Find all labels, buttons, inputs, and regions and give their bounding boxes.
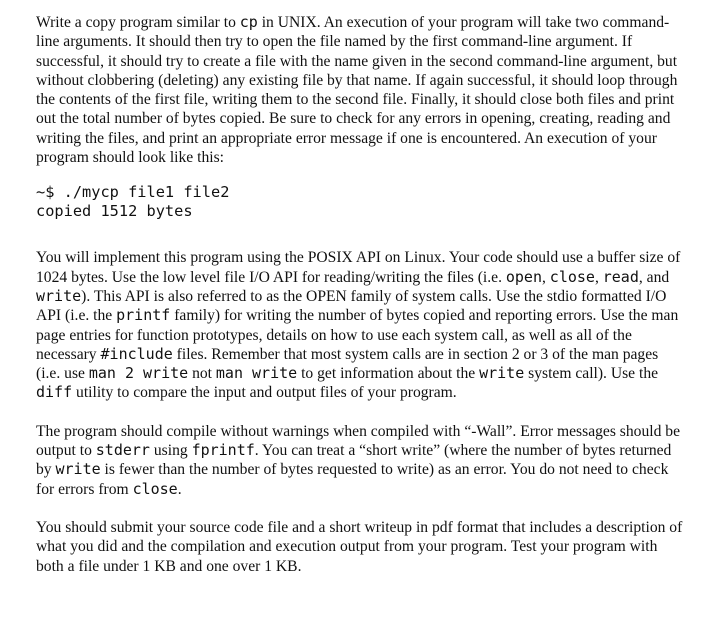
impl-text-8: not bbox=[188, 365, 216, 383]
impl-text-3: , bbox=[594, 268, 603, 286]
impl-text-1: You will implement this program using the POSIX API on Linux. Your code should use a buffer size of 1024 bytes. Use the low level file I/O API for reading/writing the files (i.e. bbox=[36, 249, 681, 286]
code-include: #include bbox=[100, 344, 173, 363]
impl-text-10: system call). Use the bbox=[524, 365, 659, 383]
code-close-2: close bbox=[132, 479, 178, 498]
code-man-2-write: man 2 write bbox=[88, 364, 189, 383]
code-stderr: stderr bbox=[95, 441, 150, 460]
code-open: open bbox=[505, 267, 542, 286]
code-read: read bbox=[602, 267, 639, 286]
impl-text-9: to get information about the bbox=[297, 365, 480, 383]
code-write: write bbox=[36, 286, 82, 305]
terminal-output-line: copied 1512 bytes bbox=[36, 202, 193, 221]
impl-text-5: ). This API is also referred to as the OPEN family of system calls. Use the stdio formatted I/O API (i.e. the bbox=[36, 287, 667, 325]
impl-text-2: , bbox=[542, 268, 550, 286]
implementation-paragraph bbox=[36, 248, 684, 402]
compile-text-4: is fewer than the number of bytes requested to write) as an error. You do not need to check for errors from bbox=[36, 461, 669, 498]
assignment-document bbox=[36, 13, 684, 576]
intro-text-1: Write a copy program similar to bbox=[36, 14, 240, 31]
code-diff: diff bbox=[36, 383, 73, 402]
code-printf: printf bbox=[116, 306, 171, 325]
impl-text-6: family) for writing the number of bytes copied and reporting errors. Use the man page entries for function prototypes, details on how to use each system call, as well as all of the necessary bbox=[36, 307, 679, 363]
terminal-command-line: ~$ ./mycp file1 file2 bbox=[36, 183, 230, 202]
impl-text-11: utility to compare the input and output files of your program. bbox=[72, 384, 457, 402]
compile-text-5: . bbox=[177, 480, 182, 498]
intro-paragraph bbox=[36, 13, 684, 167]
code-close: close bbox=[549, 267, 595, 286]
impl-text-4: , and bbox=[638, 268, 670, 286]
code-write-2: write bbox=[479, 364, 525, 383]
impl-text-7: files. Remember that most system calls are in section 2 or 3 of the man pages (i.e. use bbox=[36, 345, 659, 383]
compile-text-3: . You can treat a “short write” (where the number of bytes returned by bbox=[36, 442, 672, 479]
code-cp: cp bbox=[239, 13, 258, 31]
compilation-paragraph bbox=[36, 422, 684, 499]
compile-text-1: The program should compile without warnings when compiled with “-Wall”. Error messages should be output to bbox=[36, 422, 681, 460]
submission-text: You should submit your source code file and a short writeup in pdf format that includes a description of what you did and the compilation and execution output from your program. Test your program with both a file under 1 KB and one over 1 KB. bbox=[36, 518, 683, 575]
submission-paragraph bbox=[36, 518, 684, 576]
code-fprintf: fprintf bbox=[191, 441, 255, 460]
terminal-example bbox=[36, 183, 684, 221]
compile-text-2: using bbox=[149, 442, 192, 460]
code-write-3: write bbox=[55, 460, 101, 479]
code-man-write: man write bbox=[215, 364, 298, 383]
intro-text-2: in UNIX. An execution of your program will take two command-line arguments. It should then try to open the file named by the first command-line argument. If successful, it should try to create a file with the name given in the second command-line argument, but without clobbering (deleting) any existing file by that name. If again successful, it should loop through the contents of the first file, writing them to the second file. Finally, it should close both files and print out the total number of bytes copied. Be sure to check for any errors in opening, creating, reading and writing the files, and print an appropriate error message if one is encountered. An execution of your program should look like this: bbox=[36, 14, 678, 167]
